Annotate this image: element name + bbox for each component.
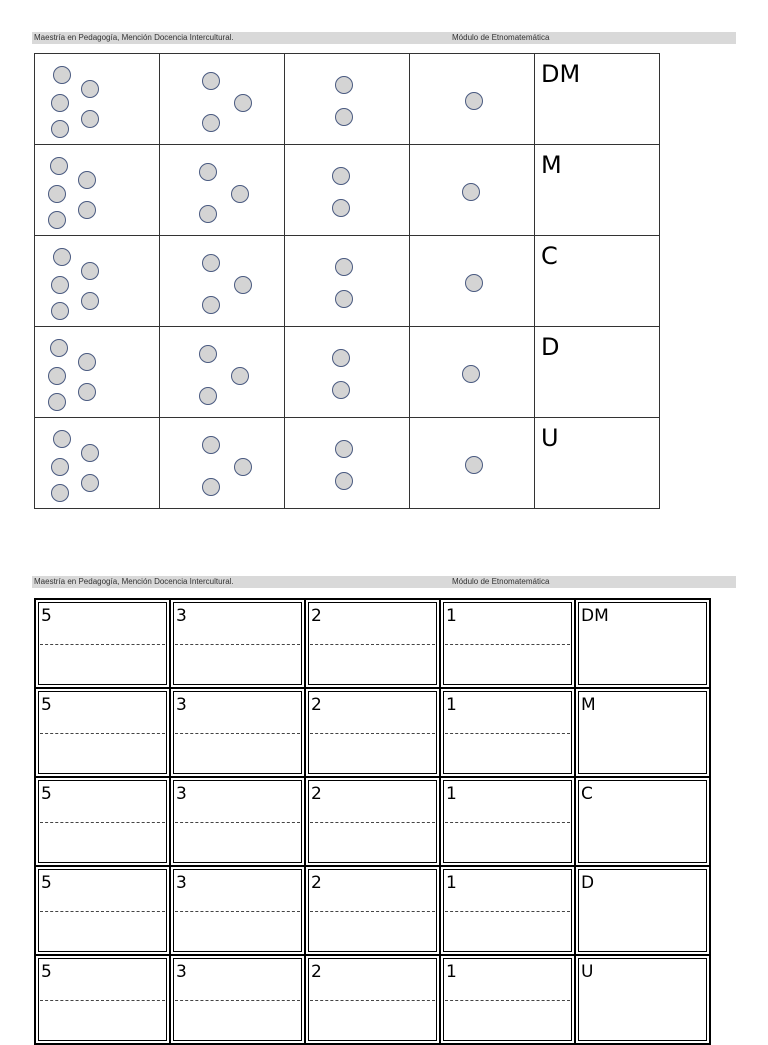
dashed-divider xyxy=(40,733,165,734)
counter-circle xyxy=(335,76,353,94)
place-value-cell xyxy=(576,600,709,687)
place-value-label: M xyxy=(581,695,596,715)
circles-cell xyxy=(285,145,410,236)
place-value-label: U xyxy=(581,962,594,982)
counter-circle xyxy=(51,458,69,476)
counter-circle xyxy=(199,345,217,363)
dashed-divider xyxy=(175,911,300,912)
number-cell xyxy=(36,778,169,865)
page-header-bottom xyxy=(32,576,736,588)
number-value: 5 xyxy=(41,873,52,893)
number-cell xyxy=(441,867,574,954)
place-value-cell xyxy=(535,54,660,145)
number-value: 5 xyxy=(41,695,52,715)
number-value: 2 xyxy=(311,695,322,715)
dashed-divider xyxy=(40,822,165,823)
place-value-cell xyxy=(576,867,709,954)
counter-circle xyxy=(231,185,249,203)
number-value: 3 xyxy=(176,784,187,804)
number-value: 3 xyxy=(176,962,187,982)
place-value-label: U xyxy=(541,424,559,452)
numbers-row xyxy=(36,956,709,1043)
number-cell xyxy=(306,956,439,1043)
counter-circle xyxy=(234,94,252,112)
counter-circle xyxy=(202,296,220,314)
number-cell xyxy=(441,600,574,687)
number-cell xyxy=(171,778,304,865)
dashed-divider xyxy=(445,822,570,823)
place-value-cell xyxy=(576,689,709,776)
counter-circle xyxy=(48,211,66,229)
number-value: 1 xyxy=(446,962,457,982)
circles-cell xyxy=(410,54,535,145)
number-cell xyxy=(36,867,169,954)
number-cell xyxy=(171,867,304,954)
counter-circle xyxy=(51,484,69,502)
place-value-label: DM xyxy=(581,606,609,626)
circles-table xyxy=(34,53,660,509)
number-cell xyxy=(306,778,439,865)
counter-circle xyxy=(199,163,217,181)
number-cell xyxy=(171,956,304,1043)
counter-circle xyxy=(335,440,353,458)
number-value: 1 xyxy=(446,606,457,626)
counter-circle xyxy=(202,72,220,90)
dashed-divider xyxy=(175,1000,300,1001)
header-module: Módulo de Etnomatemática xyxy=(452,577,550,586)
header-program: Maestría en Pedagogía, Mención Docencia Intercultural. xyxy=(34,577,234,586)
place-value-label: C xyxy=(581,784,593,804)
number-value: 2 xyxy=(311,962,322,982)
header-program: Maestría en Pedagogía, Mención Docencia Intercultural. xyxy=(34,33,234,42)
dashed-divider xyxy=(175,733,300,734)
number-value: 1 xyxy=(446,873,457,893)
circles-cell xyxy=(410,327,535,418)
place-value-cell xyxy=(576,778,709,865)
counter-circle xyxy=(335,108,353,126)
number-value: 5 xyxy=(41,784,52,804)
number-value: 2 xyxy=(311,784,322,804)
number-cell xyxy=(441,689,574,776)
circles-row xyxy=(35,236,660,327)
counter-circle xyxy=(48,393,66,411)
circles-cell xyxy=(160,418,285,509)
circles-row xyxy=(35,54,660,145)
circles-cell xyxy=(35,145,160,236)
number-cell xyxy=(306,600,439,687)
counter-circle xyxy=(335,290,353,308)
number-value: 2 xyxy=(311,606,322,626)
counter-circle xyxy=(462,183,480,201)
dashed-divider xyxy=(310,733,435,734)
page-header-top xyxy=(32,32,736,44)
dashed-divider xyxy=(310,911,435,912)
counter-circle xyxy=(199,387,217,405)
counter-circle xyxy=(332,167,350,185)
counter-circle xyxy=(465,92,483,110)
counter-circle xyxy=(81,292,99,310)
counter-circle xyxy=(81,474,99,492)
header-module: Módulo de Etnomatemática xyxy=(452,33,550,42)
number-value: 1 xyxy=(446,695,457,715)
dashed-divider xyxy=(445,733,570,734)
counter-circle xyxy=(202,114,220,132)
counter-circle xyxy=(50,157,68,175)
circles-cell xyxy=(160,236,285,327)
number-cell xyxy=(306,867,439,954)
place-value-label: DM xyxy=(541,60,581,88)
dashed-divider xyxy=(310,644,435,645)
circles-row xyxy=(35,145,660,236)
place-value-label: C xyxy=(541,242,558,270)
counter-circle xyxy=(332,381,350,399)
numbers-row xyxy=(36,867,709,954)
counter-circle xyxy=(81,444,99,462)
counter-circle xyxy=(53,248,71,266)
dashed-divider xyxy=(175,644,300,645)
dashed-divider xyxy=(40,644,165,645)
counter-circle xyxy=(51,94,69,112)
number-cell xyxy=(36,689,169,776)
place-value-label: M xyxy=(541,151,562,179)
number-value: 1 xyxy=(446,784,457,804)
counter-circle xyxy=(335,258,353,276)
dashed-divider xyxy=(310,822,435,823)
counter-circle xyxy=(234,276,252,294)
number-value: 5 xyxy=(41,962,52,982)
numbers-row xyxy=(36,600,709,687)
counter-circle xyxy=(53,66,71,84)
counter-circle xyxy=(78,383,96,401)
place-value-label: D xyxy=(541,333,560,361)
circles-cell xyxy=(285,418,410,509)
dashed-divider xyxy=(445,911,570,912)
counter-circle xyxy=(81,262,99,280)
circles-cell xyxy=(35,418,160,509)
circles-cell xyxy=(35,327,160,418)
dashed-divider xyxy=(40,1000,165,1001)
numbers-row xyxy=(36,689,709,776)
dashed-divider xyxy=(445,1000,570,1001)
circles-cell xyxy=(160,54,285,145)
counter-circle xyxy=(202,436,220,454)
number-cell xyxy=(306,689,439,776)
number-value: 5 xyxy=(41,606,52,626)
place-value-label: D xyxy=(581,873,595,893)
dashed-divider xyxy=(40,911,165,912)
counter-circle xyxy=(53,430,71,448)
counter-circle xyxy=(202,254,220,272)
place-value-cell xyxy=(535,418,660,509)
number-cell xyxy=(441,778,574,865)
counter-circle xyxy=(202,478,220,496)
place-value-cell xyxy=(535,145,660,236)
counter-circle xyxy=(51,302,69,320)
number-value: 2 xyxy=(311,873,322,893)
circles-cell xyxy=(160,327,285,418)
counter-circle xyxy=(81,110,99,128)
counter-circle xyxy=(332,199,350,217)
circles-cell xyxy=(35,54,160,145)
circles-cell xyxy=(35,236,160,327)
number-value: 3 xyxy=(176,606,187,626)
circles-cell xyxy=(285,236,410,327)
circles-cell xyxy=(410,418,535,509)
circles-row xyxy=(35,327,660,418)
circles-cell xyxy=(285,54,410,145)
counter-circle xyxy=(81,80,99,98)
circles-cell xyxy=(410,236,535,327)
number-value: 3 xyxy=(176,873,187,893)
counter-circle xyxy=(51,120,69,138)
counter-circle xyxy=(462,365,480,383)
place-value-cell xyxy=(576,956,709,1043)
counter-circle xyxy=(48,367,66,385)
dashed-divider xyxy=(445,644,570,645)
counter-circle xyxy=(78,353,96,371)
circles-cell xyxy=(160,145,285,236)
number-value: 3 xyxy=(176,695,187,715)
numbers-table xyxy=(34,598,711,1045)
dashed-divider xyxy=(310,1000,435,1001)
place-value-cell xyxy=(535,327,660,418)
counter-circle xyxy=(465,456,483,474)
number-cell xyxy=(171,600,304,687)
number-cell xyxy=(171,689,304,776)
circles-row xyxy=(35,418,660,509)
dashed-divider xyxy=(175,822,300,823)
circles-cell xyxy=(285,327,410,418)
counter-circle xyxy=(199,205,217,223)
numbers-row xyxy=(36,778,709,865)
counter-circle xyxy=(332,349,350,367)
counter-circle xyxy=(48,185,66,203)
number-cell xyxy=(36,956,169,1043)
number-cell xyxy=(36,600,169,687)
counter-circle xyxy=(78,171,96,189)
counter-circle xyxy=(51,276,69,294)
counter-circle xyxy=(465,274,483,292)
place-value-cell xyxy=(535,236,660,327)
counter-circle xyxy=(234,458,252,476)
circles-cell xyxy=(410,145,535,236)
counter-circle xyxy=(335,472,353,490)
counter-circle xyxy=(78,201,96,219)
number-cell xyxy=(441,956,574,1043)
counter-circle xyxy=(231,367,249,385)
counter-circle xyxy=(50,339,68,357)
